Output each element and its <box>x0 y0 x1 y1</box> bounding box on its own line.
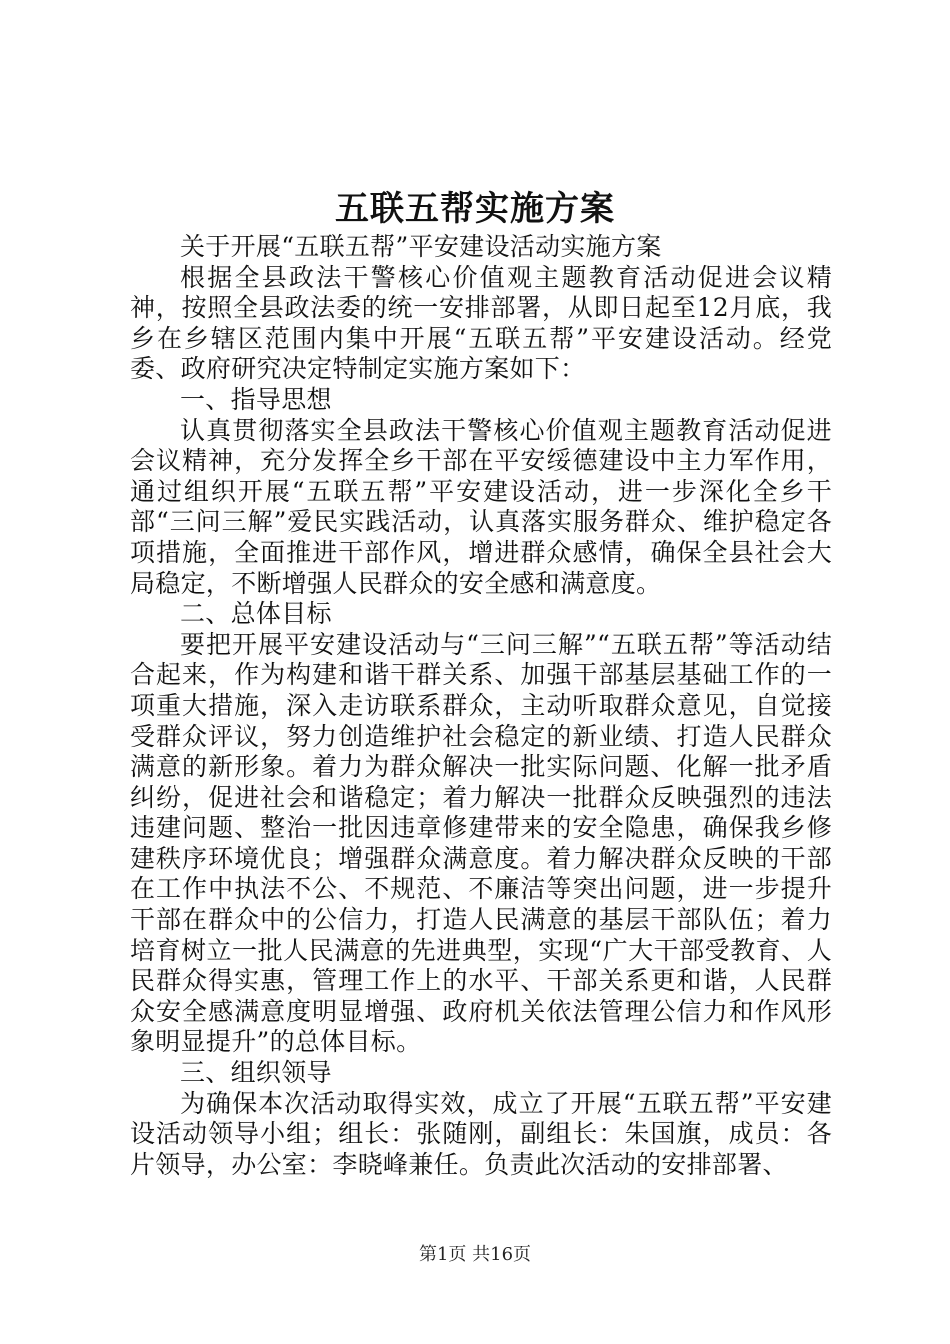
section-body-guiding-thought: 认真贯彻落实全县政法干警核心价值观主题教育活动促进会议精神，充分发挥全乡干部在平安绥德建设中主力军作用，通过组织开展“五联五帮”平安建设活动，进一步深化全乡干部“三问三解”爱民实践活动，认真落实服务群众、维护稳定各项措施，全面推进干部作风，增进群众感情，确保全县社会大局稳定，不断增强人民群众的安全感和满意度。 <box>130 415 832 598</box>
section-heading-guiding-thought: 一、指导思想 <box>180 384 332 414</box>
section-body-organization: 为确保本次活动取得实效，成立了开展“五联五帮”平安建设活动领导小组；组长：张随刚，副组长：朱国旗，成员：各片领导，办公室：李晓峰兼任。负责此次活动的安排部署、 <box>130 1088 832 1179</box>
intro-paragraph: 根据全县政法干警核心价值观主题教育活动促进会议精神，按照全县政法委的统一安排部署，从即日起至12月底，我乡在乡辖区范围内集中开展“五联五帮”平安建设活动。经党委、政府研究决定特制定实施方案如下： <box>130 262 832 384</box>
section-heading-overall-goal: 二、总体目标 <box>180 599 332 629</box>
document-subtitle: 关于开展“五联五帮”平安建设活动实施方案 <box>180 232 662 261</box>
section-body-overall-goal: 要把开展平安建设活动与“三问三解”“五联五帮”等活动结合起来，作为构建和谐干群关系、加强干部基层基础工作的一项重大措施，深入走访联系群众，主动听取群众意见，自觉接受群众评议，努力创造维护社会稳定的新业绩、打造人民群众满意的新形象。着力为群众解决一批实际问题、化解一批矛盾纠纷，促进社会和谐稳定；着力解决一批群众反映强烈的违法违建问题、整治一批因违章修建带来的安全隐患，确保我乡修建秩序环境优良；增强群众满意度。着力解决群众反映的干部在工作中执法不公、不规范、不廉洁等突出问题，进一步提升干部在群众中的公信力，打造人民满意的基层干部队伍；着力培育树立一批人民满意的先进典型，实现“广大干部受教育、人民群众得实惠，管理工作上的水平、干部关系更和谐，人民群众安全感满意度明显增强、政府机关依法管理公信力和作风形象明显提升”的总体目标。 <box>130 629 832 1057</box>
page-footer: 第1页 共16页 <box>418 1244 532 1265</box>
document-body <box>130 232 832 1180</box>
document-title: 五联五帮实施方案 <box>335 189 615 229</box>
section-heading-organization: 三、组织领导 <box>180 1058 332 1088</box>
